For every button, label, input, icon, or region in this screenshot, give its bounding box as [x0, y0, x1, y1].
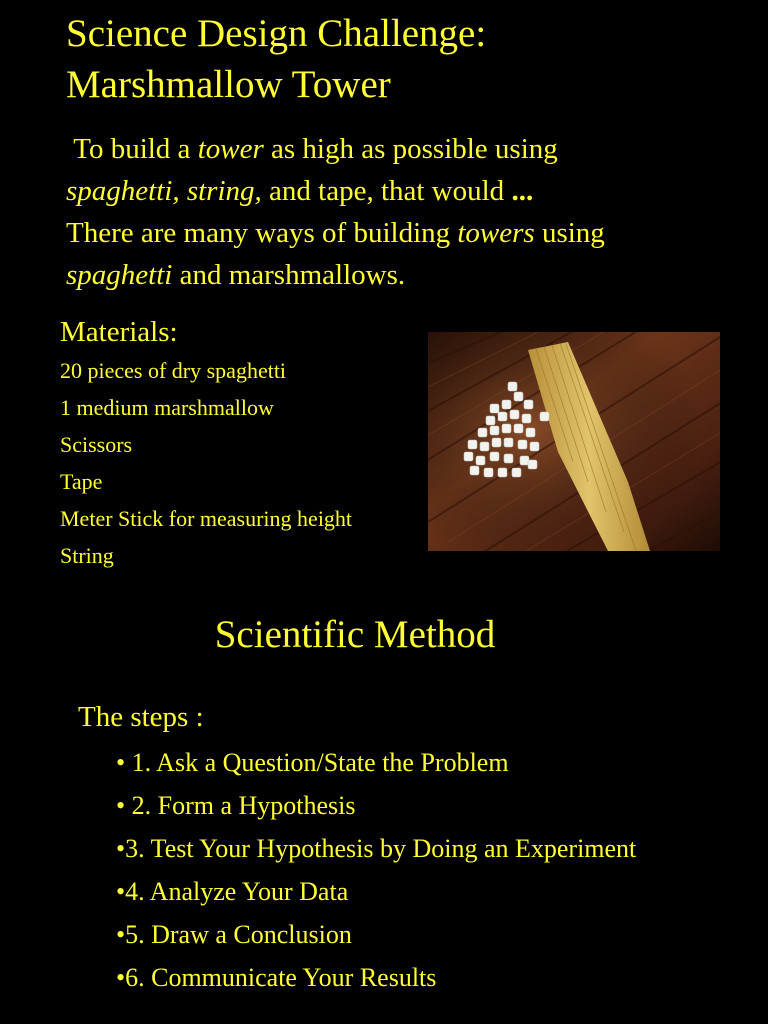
- intro-line-1: [66, 128, 766, 170]
- intro-emphasis: spaghetti, string,: [66, 175, 262, 207]
- intro-text: There are many ways of building: [66, 217, 458, 249]
- materials-section: [60, 312, 420, 574]
- step-item: •5. Draw a Conclusion: [116, 920, 352, 949]
- steps-intro: The steps :: [78, 701, 204, 733]
- intro-paragraph: [66, 128, 766, 296]
- scientific-method-heading: Scientific Method: [214, 613, 496, 656]
- intro-line-2: [66, 170, 766, 212]
- intro-text: To build a: [73, 133, 198, 165]
- material-item: Meter Stick for measuring height: [60, 506, 353, 531]
- intro-line-4: [66, 254, 766, 296]
- material-item: Scissors: [60, 432, 133, 457]
- step-item: • 2. Form a Hypothesis: [116, 791, 356, 820]
- material-item: 20 pieces of dry spaghetti: [60, 358, 287, 383]
- materials-list: [60, 352, 420, 574]
- intro-ellipsis: ...: [511, 175, 534, 207]
- intro-text: as high as possible using: [263, 133, 558, 165]
- title-line-1: Science Design Challenge:: [66, 12, 487, 55]
- step-item: • 1. Ask a Question/State the Problem: [116, 748, 509, 777]
- intro-emphasis: spaghetti: [66, 259, 173, 291]
- intro-emphasis: towers: [457, 217, 535, 249]
- title-line-2: Marshmallow Tower: [66, 63, 391, 106]
- material-item: String: [60, 543, 114, 568]
- step-item: •4. Analyze Your Data: [116, 877, 349, 906]
- materials-heading: Materials:: [60, 316, 178, 348]
- intro-line-3: [66, 212, 766, 254]
- spaghetti-marshmallow-photo: [428, 332, 720, 551]
- material-item: Tape: [60, 469, 103, 494]
- step-item: •6. Communicate Your Results: [116, 963, 437, 992]
- intro-text: and marshmallows.: [172, 259, 406, 291]
- page-title: [66, 8, 756, 110]
- step-item: •3. Test Your Hypothesis by Doing an Experiment: [116, 834, 637, 863]
- steps-list: [116, 741, 636, 999]
- material-item: 1 medium marshmallow: [60, 395, 274, 420]
- intro-emphasis: tower: [197, 133, 264, 165]
- intro-text: and tape, that would: [261, 175, 512, 207]
- intro-text: using: [534, 217, 605, 249]
